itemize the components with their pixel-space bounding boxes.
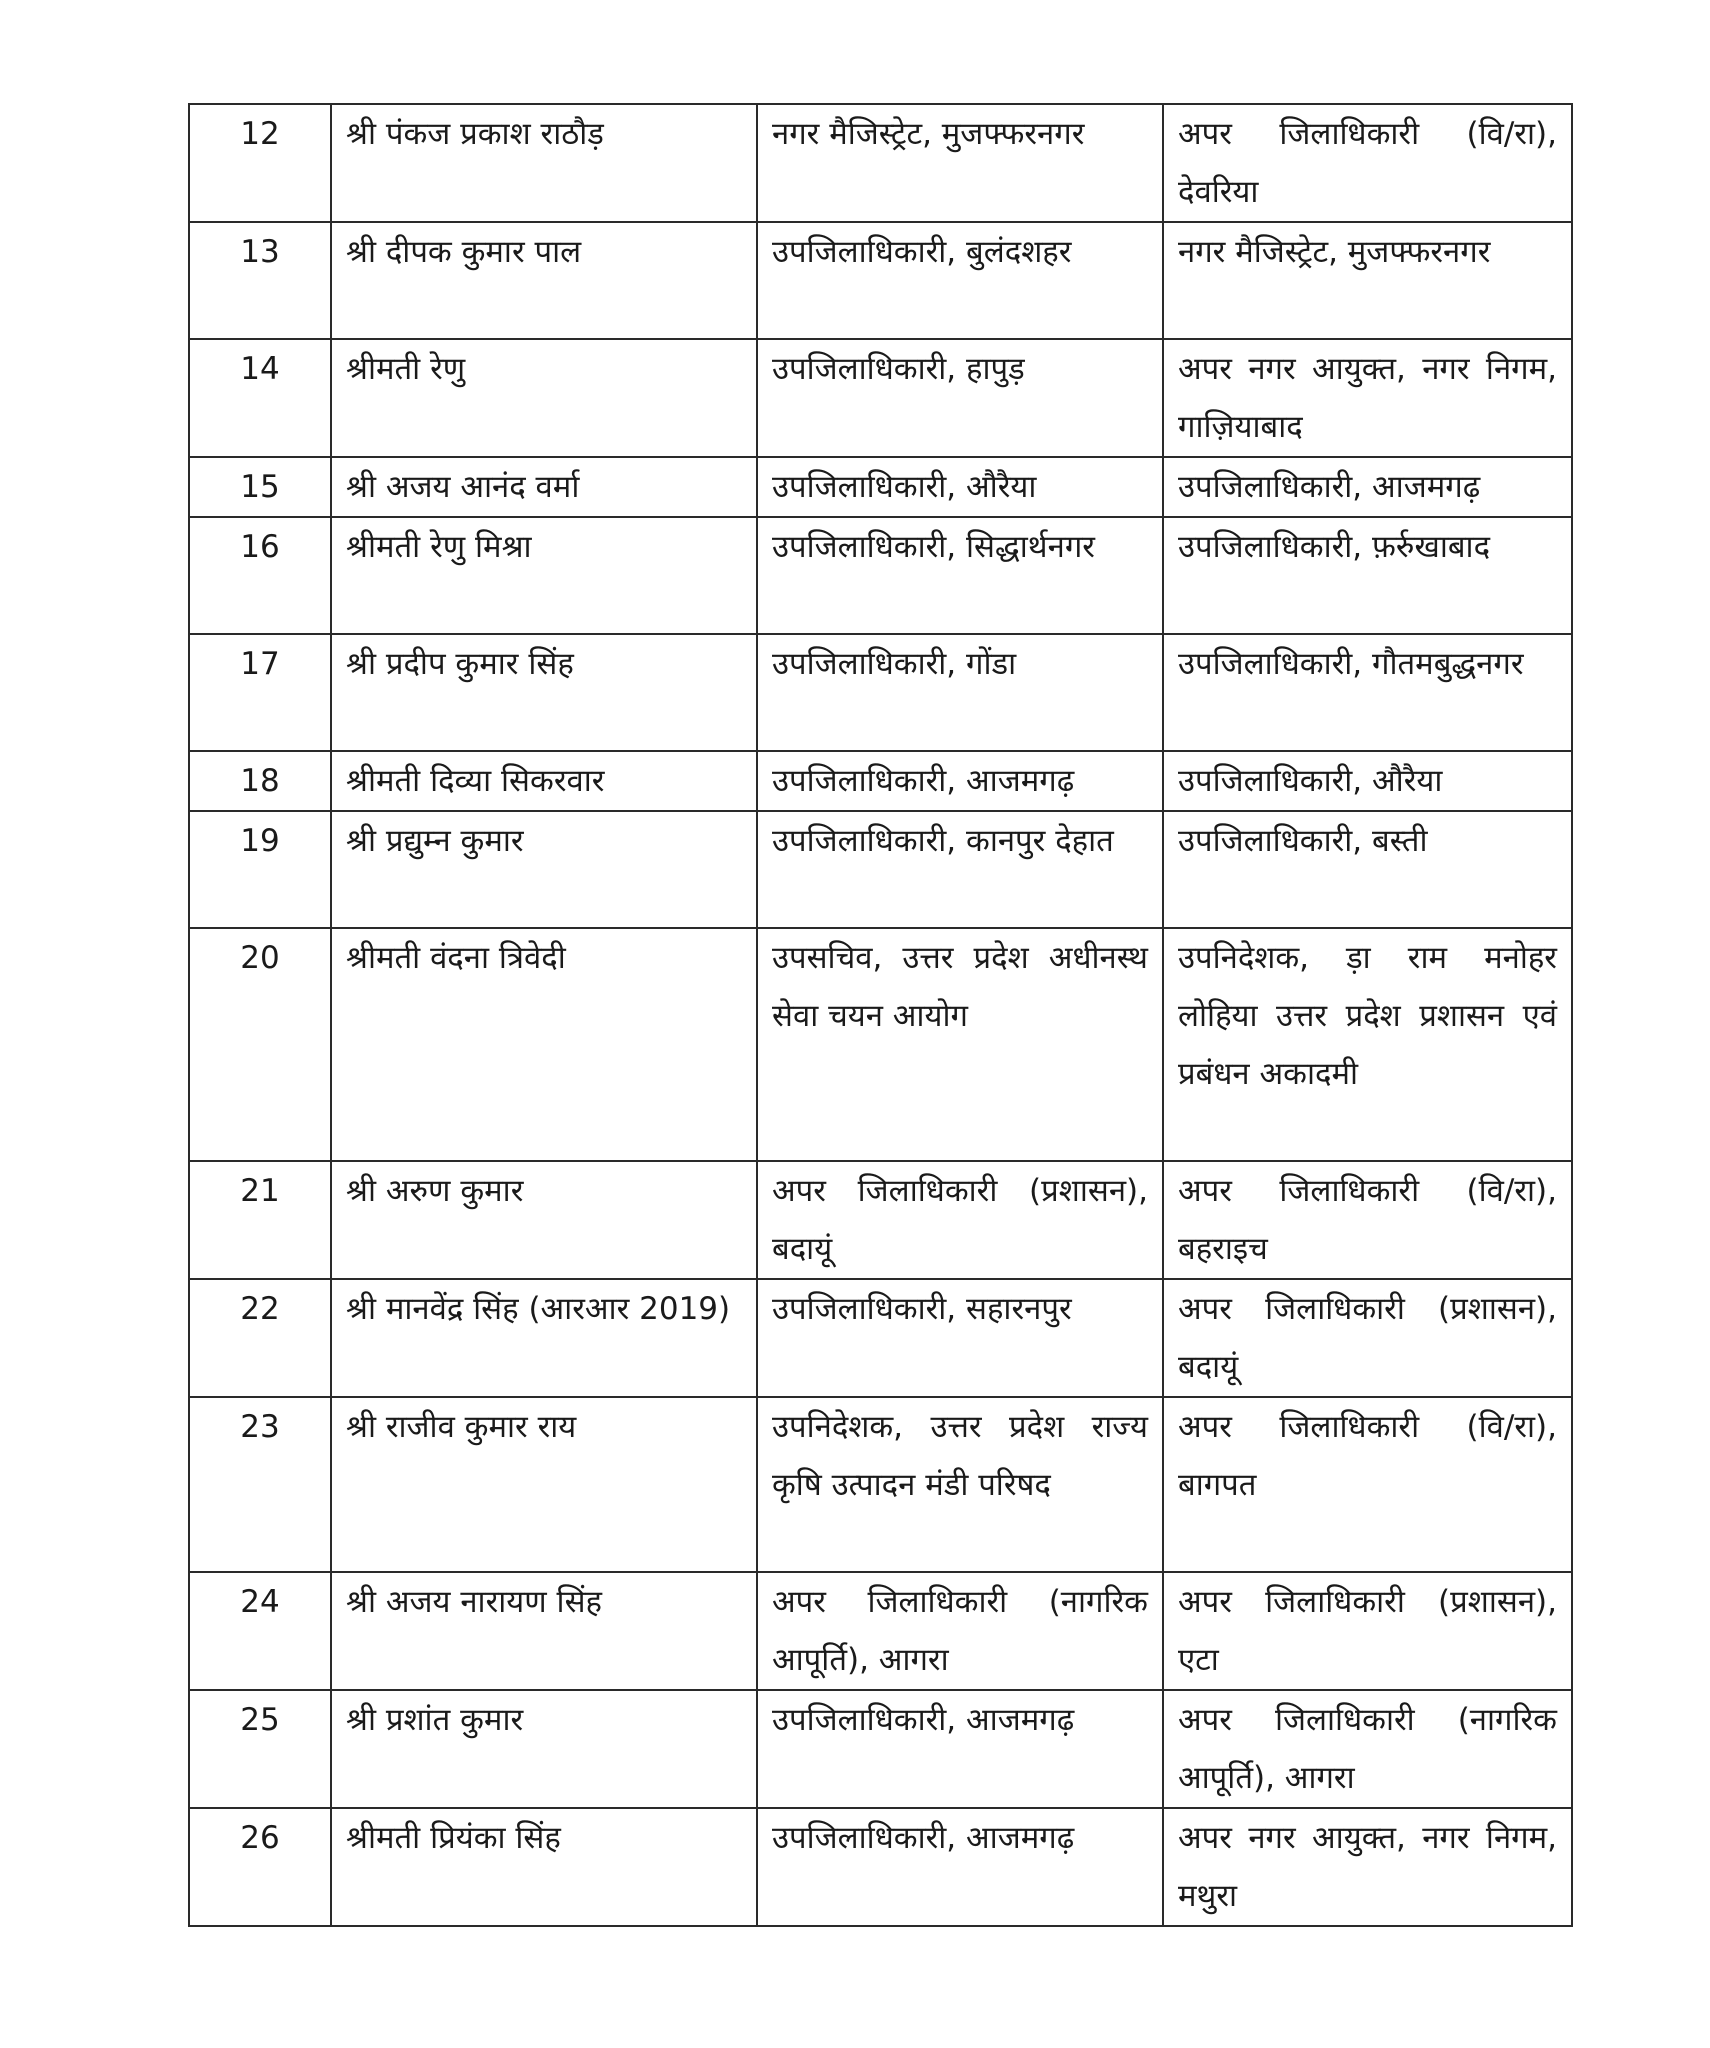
current-posting-cell: उपजिलाधिकारी, कानपुर देहात: [757, 811, 1163, 928]
table-row: [189, 811, 1572, 928]
new-posting-cell: उपजिलाधिकारी, आजमगढ़: [1163, 457, 1572, 517]
serial-number-cell: 19: [189, 811, 331, 928]
new-posting-cell: उपनिदेशक, ड़ा राम मनोहर लोहिया उत्तर प्रदेश प्रशासन एवं प्रबंधन अकादमी: [1163, 928, 1572, 1161]
serial-number-cell: 16: [189, 517, 331, 634]
transfer-table: [188, 103, 1573, 1927]
serial-number-cell: 20: [189, 928, 331, 1161]
serial-number-cell: 24: [189, 1572, 331, 1690]
officer-name-cell: श्री अजय नारायण सिंह: [331, 1572, 757, 1690]
current-posting-cell: अपर जिलाधिकारी (नागरिक आपूर्ति), आगरा: [757, 1572, 1163, 1690]
current-posting-cell: उपजिलाधिकारी, सहारनपुर: [757, 1279, 1163, 1397]
table-row: [189, 517, 1572, 634]
officer-name-cell: श्री प्रशांत कुमार: [331, 1690, 757, 1808]
new-posting-cell: अपर जिलाधिकारी (नागरिक आपूर्ति), आगरा: [1163, 1690, 1572, 1808]
new-posting-cell: अपर जिलाधिकारी (वि/रा), देवरिया: [1163, 104, 1572, 222]
new-posting-cell: अपर नगर आयुक्त, नगर निगम, मथुरा: [1163, 1808, 1572, 1926]
new-posting-cell: उपजिलाधिकारी, बस्ती: [1163, 811, 1572, 928]
serial-number-cell: 17: [189, 634, 331, 751]
serial-number-cell: 22: [189, 1279, 331, 1397]
table-row: [189, 1397, 1572, 1572]
new-posting-cell: अपर जिलाधिकारी (प्रशासन), एटा: [1163, 1572, 1572, 1690]
current-posting-cell: उपनिदेशक, उत्तर प्रदेश राज्य कृषि उत्पादन मंडी परिषद: [757, 1397, 1163, 1572]
officer-name-cell: श्रीमती दिव्या सिकरवार: [331, 751, 757, 811]
table-row: [189, 1808, 1572, 1926]
new-posting-cell: अपर जिलाधिकारी (वि/रा), बागपत: [1163, 1397, 1572, 1572]
serial-number-cell: 23: [189, 1397, 331, 1572]
table-row: [189, 1690, 1572, 1808]
new-posting-cell: उपजिलाधिकारी, फ़र्रुखाबाद: [1163, 517, 1572, 634]
officer-name-cell: श्रीमती रेणु: [331, 339, 757, 457]
serial-number-cell: 21: [189, 1161, 331, 1279]
table-row: [189, 457, 1572, 517]
table-row: [189, 339, 1572, 457]
serial-number-cell: 14: [189, 339, 331, 457]
officer-name-cell: श्री दीपक कुमार पाल: [331, 222, 757, 339]
officer-name-cell: श्रीमती वंदना त्रिवेदी: [331, 928, 757, 1161]
current-posting-cell: उपसचिव, उत्तर प्रदेश अधीनस्थ सेवा चयन आयोग: [757, 928, 1163, 1161]
table-row: [189, 1572, 1572, 1690]
table-row: [189, 928, 1572, 1161]
new-posting-cell: नगर मैजिस्ट्रेट, मुजफ्फरनगर: [1163, 222, 1572, 339]
officer-name-cell: श्रीमती रेणु मिश्रा: [331, 517, 757, 634]
serial-number-cell: 25: [189, 1690, 331, 1808]
officer-name-cell: श्री राजीव कुमार राय: [331, 1397, 757, 1572]
serial-number-cell: 18: [189, 751, 331, 811]
current-posting-cell: उपजिलाधिकारी, बुलंदशहर: [757, 222, 1163, 339]
officer-name-cell: श्री प्रदीप कुमार सिंह: [331, 634, 757, 751]
table-row: [189, 104, 1572, 222]
current-posting-cell: उपजिलाधिकारी, आजमगढ़: [757, 1690, 1163, 1808]
officer-name-cell: श्री अरुण कुमार: [331, 1161, 757, 1279]
officer-name-cell: श्री प्रद्युम्न कुमार: [331, 811, 757, 928]
new-posting-cell: उपजिलाधिकारी, गौतमबुद्धनगर: [1163, 634, 1572, 751]
table-row: [189, 634, 1572, 751]
current-posting-cell: उपजिलाधिकारी, आजमगढ़: [757, 1808, 1163, 1926]
officer-name-cell: श्री मानवेंद्र सिंह (आरआर 2019): [331, 1279, 757, 1397]
new-posting-cell: अपर जिलाधिकारी (वि/रा), बहराइच: [1163, 1161, 1572, 1279]
table-body: [189, 104, 1572, 1926]
new-posting-cell: अपर नगर आयुक्त, नगर निगम, गाज़ियाबाद: [1163, 339, 1572, 457]
current-posting-cell: उपजिलाधिकारी, सिद्धार्थनगर: [757, 517, 1163, 634]
current-posting-cell: उपजिलाधिकारी, आजमगढ़: [757, 751, 1163, 811]
current-posting-cell: उपजिलाधिकारी, हापुड़: [757, 339, 1163, 457]
table-row: [189, 1161, 1572, 1279]
serial-number-cell: 12: [189, 104, 331, 222]
officer-name-cell: श्री अजय आनंद वर्मा: [331, 457, 757, 517]
serial-number-cell: 15: [189, 457, 331, 517]
serial-number-cell: 13: [189, 222, 331, 339]
table-row: [189, 222, 1572, 339]
current-posting-cell: अपर जिलाधिकारी (प्रशासन), बदायूं: [757, 1161, 1163, 1279]
table-row: [189, 1279, 1572, 1397]
current-posting-cell: उपजिलाधिकारी, गोंडा: [757, 634, 1163, 751]
current-posting-cell: नगर मैजिस्ट्रेट, मुजफ्फरनगर: [757, 104, 1163, 222]
new-posting-cell: उपजिलाधिकारी, औरैया: [1163, 751, 1572, 811]
table-row: [189, 751, 1572, 811]
new-posting-cell: अपर जिलाधिकारी (प्रशासन), बदायूं: [1163, 1279, 1572, 1397]
serial-number-cell: 26: [189, 1808, 331, 1926]
document-page: [188, 103, 1571, 1927]
officer-name-cell: श्रीमती प्रियंका सिंह: [331, 1808, 757, 1926]
current-posting-cell: उपजिलाधिकारी, औरैया: [757, 457, 1163, 517]
officer-name-cell: श्री पंकज प्रकाश राठौड़: [331, 104, 757, 222]
